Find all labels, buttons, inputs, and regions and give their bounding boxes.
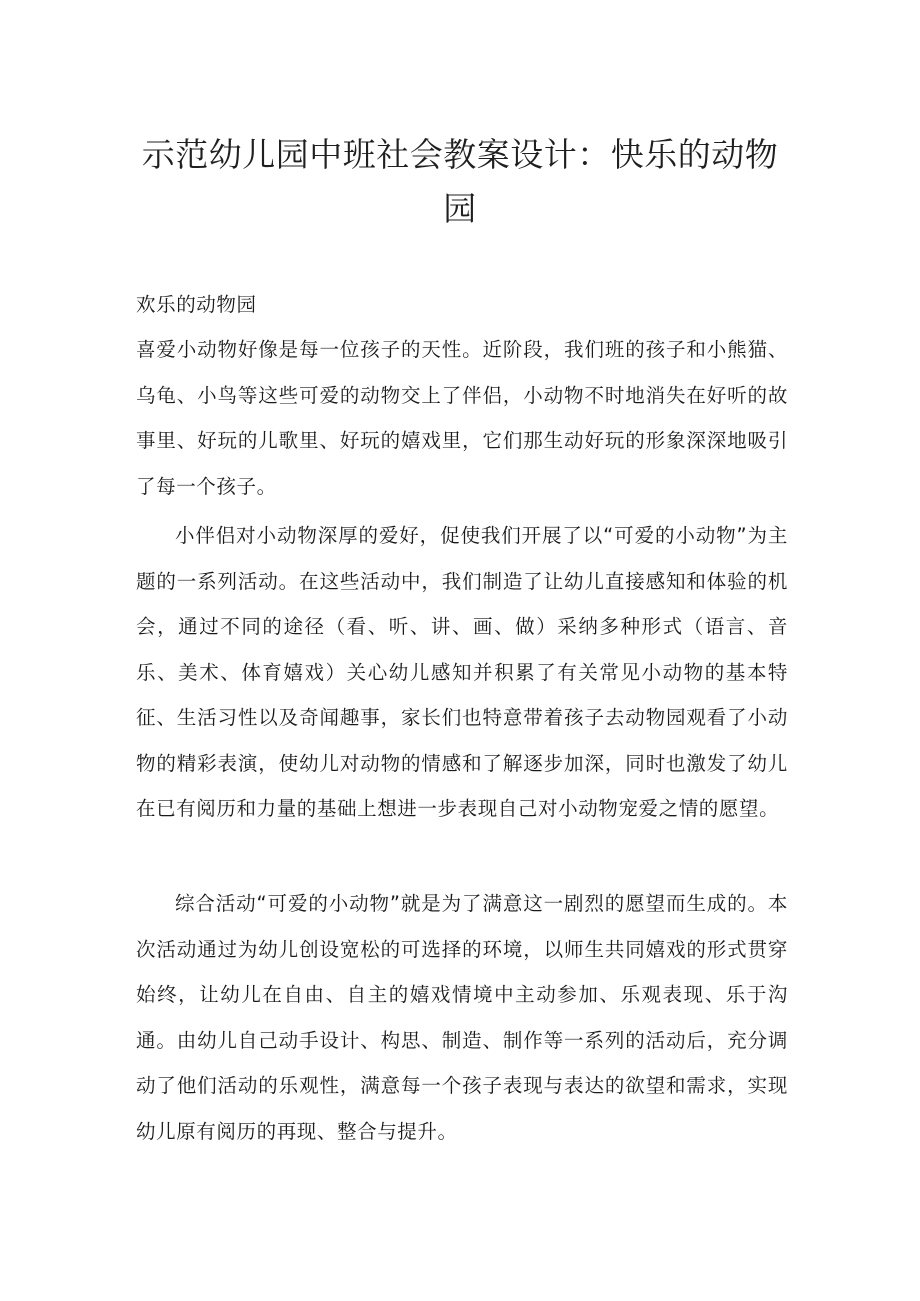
document-title: 示范幼儿园中班社会教案设计：快乐的动物园 — [141, 135, 779, 228]
paragraph-intro: 喜爱小动物好像是每一位孩子的天性。近阶段，我们班的孩子和小熊猫、乌龟、小鸟等这些可爱的动物交上了伴侣，小动物不时地消失在好听的故事里、好玩的儿歌里、好玩的嬉戏里，它们那生动好玩的形象深深地吸引了每一个孩子。 — [136, 338, 788, 498]
paragraph-activity-goal: 综合活动“可爱的小动物”就是为了满意这一剧烈的愿望而生成的。本次活动通过为幼儿创设宽松的可选择的环境，以师生共同嬉戏的形式贯穿始终，让幼儿在自由、自主的嬉戏情境中主动参加、乐观表现、乐于沟通。由幼儿自己动手设计、构思、制造、制作等一系列的活动后，充分调动了他们活动的乐观性，满意每一个孩子表现与表达的欲望和需求，实现幼儿原有阅历的再现、整合与提升。 — [136, 892, 788, 1143]
paragraph-background: 小伴侣对小动物深厚的爱好，促使我们开展了以“可爱的小动物”为主题的一系列活动。在这些活动中，我们制造了让幼儿直接感知和体验的机会，通过不同的途径（看、听、讲、画、做）采纳多种形式（语言、音乐、美术、体育嬉戏）关心幼儿感知并积累了有关常见小动物的基本特征、生活习性以及奇闻趣事，家长们也特意带着孩子去动物园观看了小动物的精彩表演，使幼儿对动物的情感和了解逐步加深，同时也激发了幼儿在已有阅历和力量的基础上想进一步表现自己对小动物宠爱之情的愿望。 — [136, 524, 788, 820]
document-subtitle: 欢乐的动物园 — [136, 293, 257, 316]
